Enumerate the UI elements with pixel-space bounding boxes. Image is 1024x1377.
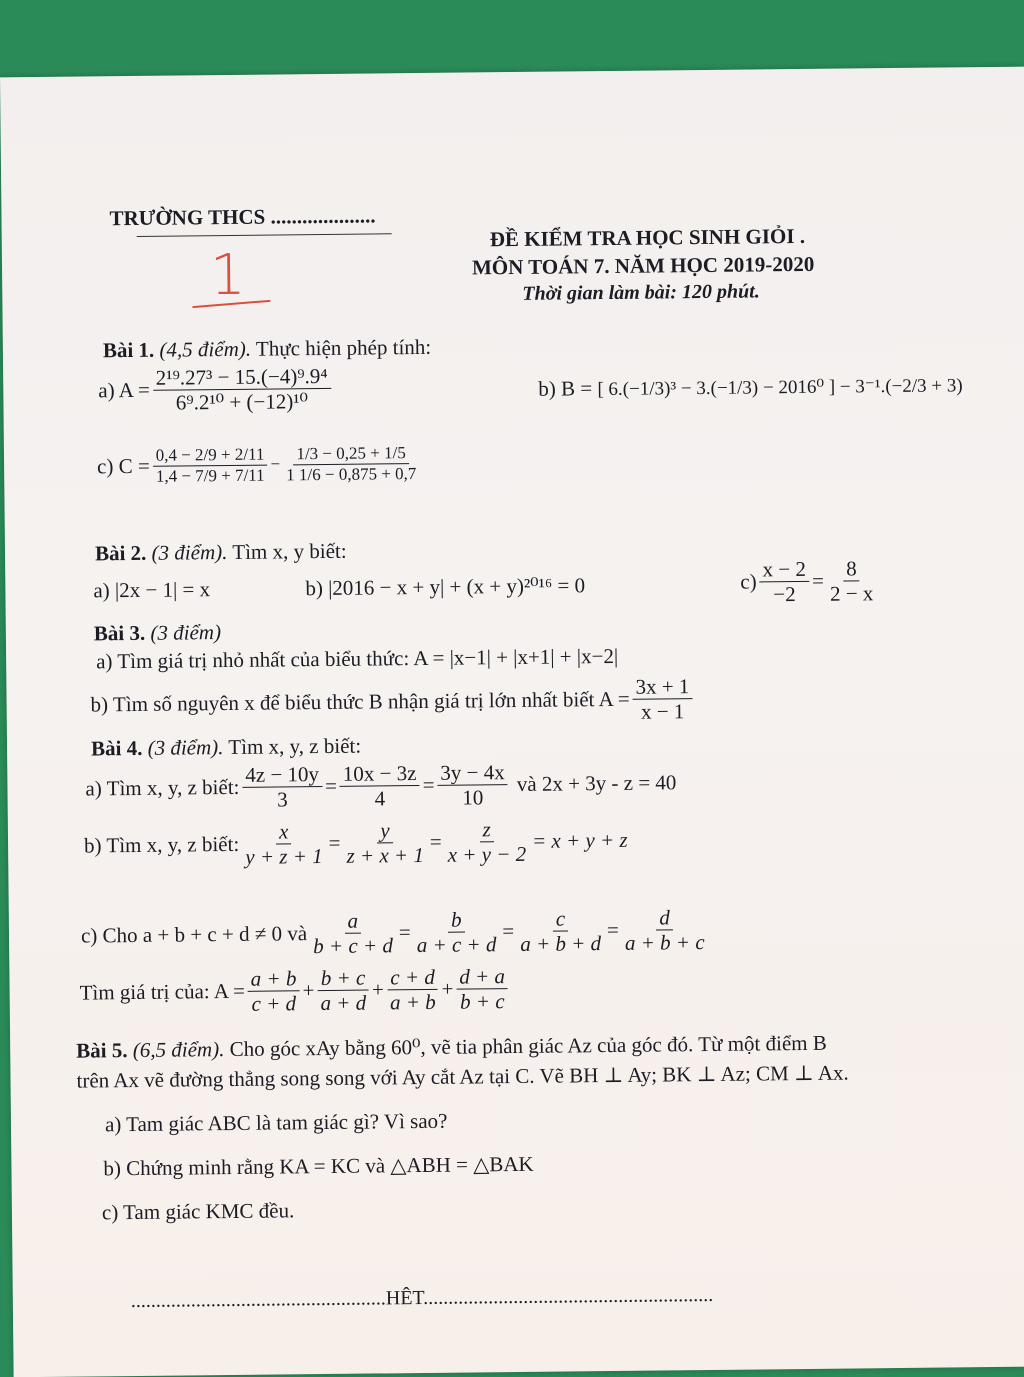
exam-subject: MÔN TOÁN 7. NĂM HỌC 2019-2020 <box>471 251 815 280</box>
bai3-b-denominator: x − 1 <box>640 699 685 724</box>
bai1-c-f1-numerator: 0,4 − 2/9 + 2/11 <box>153 445 268 467</box>
bai4-c-fraction-1 <box>310 908 396 958</box>
bai5-title: Bài 5. <box>76 1038 128 1063</box>
bai4-b-f2-numerator: y <box>377 818 393 843</box>
end-marker: ...................................................HÊT.......................................................... <box>130 1283 714 1313</box>
bai4-c-f1-denominator: b + c + d <box>313 933 394 959</box>
bai2-instruction: Tìm x, y biết: <box>232 538 347 564</box>
bai4-find: Tìm giá trị của: A = $\frac{a + b}{c + d}$ + $\frac{b + c}{a + d}$ + $\frac{c + d}{a + b}$ + $\frac{d + a}{b + c}$ <box>79 964 511 1018</box>
bai4-find-f2-numerator: b + c <box>318 966 369 992</box>
bai5-line1 <box>76 1031 827 1064</box>
bai4-c: c) Cho a + b + c + d ≠ 0 và $\frac{a}{b + c + d}$ = $\frac{b}{a + c + d}$ = $\frac{c}{a + b + d}$ = $\frac{d}{a + b + c}$ <box>81 905 711 961</box>
bai4-b-fraction-1 <box>242 819 326 869</box>
bai1-c-minus: − <box>270 454 281 474</box>
bai4-b-tail: = x + y + z <box>531 827 628 853</box>
bai4-a-fraction-3 <box>437 760 508 810</box>
bai4-c-f2-numerator: b <box>448 908 465 933</box>
bai2-c-equals: = <box>811 568 824 594</box>
bai4-find-fraction-1 <box>248 966 300 1016</box>
bai1-a-label: a) A = <box>98 377 150 403</box>
bai5-line2: trên Ax vẽ đường thẳng song song với Ay cắt Az tại C. Vẽ BH ⊥ Ay; BK ⊥ Az; CM ⊥ Ax. <box>76 1060 849 1093</box>
bai1-c-fraction-1 <box>153 445 268 486</box>
bai4-find-f4-denominator: b + c <box>459 989 505 1014</box>
bai4-c-f2-denominator: a + c + d <box>416 932 497 958</box>
bai4-points: (3 điểm). <box>147 735 224 760</box>
bai2-c-right-numerator: 8 <box>843 556 860 581</box>
bai1-points: (4,5 điểm). <box>159 336 252 362</box>
bai1-a-denominator: 6⁹.2¹⁰ + (−12)¹⁰ <box>175 389 309 415</box>
bai1-instruction: Thực hiện phép tính: <box>255 334 432 361</box>
handwritten-mark: 1 <box>209 242 247 309</box>
bai1-b-expression: [ 6.(−1/3)³ − 3.(−1/3) − 2016⁰ ] − 3⁻¹.(−2/3 + 3) <box>597 375 963 401</box>
bai2-title: Bài 2. <box>94 540 147 566</box>
bai4-b-fraction-2 <box>343 818 427 868</box>
bai4-a-f2-denominator: 4 <box>374 786 386 811</box>
bai5-c: c) Tam giác KMC đều. <box>101 1198 295 1225</box>
bai5-a: a) Tam giác ABC là tam giác gì? Vì sao? <box>104 1108 448 1137</box>
bai4-b-f2-denominator: z + x + 1 <box>346 843 425 868</box>
bai4-c-f1-numerator: a <box>344 909 361 934</box>
school-underline <box>137 233 392 237</box>
bai1-c <box>97 443 423 486</box>
bai3-b <box>90 674 695 730</box>
bai2-heading <box>95 539 347 567</box>
bai1-a-fraction <box>153 364 331 415</box>
bai1-c-f1-denominator: 1,4 − 7/9 + 7/11 <box>155 465 265 486</box>
bai4-c-fraction-2 <box>413 907 499 957</box>
school-name: TRƯỜNG THCS .................... <box>109 203 376 231</box>
bai4-find-text: Tìm giá trị của: A = <box>79 978 245 1005</box>
bai3-b-numerator: 3x + 1 <box>632 674 692 700</box>
bai4-b-text: b) Tìm x, y, z biết: <box>83 832 240 858</box>
bai4-heading <box>91 734 361 762</box>
bai4-find-f1-denominator: c + d <box>251 991 297 1016</box>
bai2-a: a) |2x − 1| = x <box>93 577 211 603</box>
bai4-c-fraction-4 <box>622 905 708 955</box>
bai5-points: (6,5 điểm). <box>132 1037 225 1063</box>
bai4-c-f3-numerator: c <box>553 906 569 931</box>
bai4-a: a) Tìm x, y, z biết: $\frac{4z - 10y}{3}$ = $\frac{10x - 3z}{4}$ = $\frac{3y - 4x}{10}$ và 2x + 3y - z = 40 <box>85 760 677 812</box>
bai1-a <box>98 364 334 416</box>
bai4-find-f4-numerator: d + a <box>456 964 508 990</box>
bai4-c-f4-denominator: a + b + c <box>624 930 705 956</box>
bai1-c-f2-denominator: 1 1/6 − 0,875 + 0,7 <box>286 463 417 484</box>
bai3-a: a) Tìm giá trị nhỏ nhất của biểu thức: A = |x−1| + |x+1| + |x−2| <box>96 643 619 674</box>
bai4-c-f3-denominator: a + b + d <box>520 931 602 957</box>
bai1-c-fraction-2 <box>283 443 420 485</box>
exam-paper <box>0 67 1024 1377</box>
bai4-a-fraction-2 <box>340 761 420 811</box>
bai2-c-label: c) <box>740 569 757 594</box>
exam-title: ĐỀ KIỂM TRA HỌC SINH GIỎI . <box>489 223 806 252</box>
bai2-c-fraction-left <box>759 557 809 607</box>
bai4-a-tail: và 2x + 3y - z = 40 <box>516 770 677 797</box>
bai5-b: b) Chứng minh rằng KA = KC và △ABH = △BAK <box>103 1151 534 1181</box>
bai3-heading <box>94 620 221 646</box>
bai4-find-fraction-2 <box>317 966 369 1016</box>
bai1-b <box>538 372 963 401</box>
bai4-b-f1-numerator: x <box>276 819 292 844</box>
bai4-find-f1-numerator: a + b <box>248 966 300 992</box>
bai1-heading <box>103 335 432 363</box>
exam-time: Thời gian làm bài: 120 phút. <box>522 280 760 305</box>
bai5-line1-text: Cho góc xAy bằng 60⁰, vẽ tia phân giác Az của góc đó. Từ một điểm B <box>229 1030 827 1062</box>
bai1-c-label: c) C = <box>96 453 150 478</box>
bai1-a-numerator: 2¹⁹.27³ − 15.(−4)⁹.9⁴ <box>153 364 331 391</box>
bai4-b-f3-numerator: z <box>479 817 493 842</box>
bai4-b-f3-denominator: x + y − 2 <box>447 842 527 867</box>
bai2-c-right-denominator: 2 − x <box>829 581 874 606</box>
bai4-a-fraction-1 <box>242 762 322 812</box>
bai2-b: b) |2016 − x + y| + (x + y)²⁰¹⁶ = 0 <box>305 573 586 601</box>
bai4-find-fraction-3 <box>387 965 439 1015</box>
bai2-c <box>740 556 879 607</box>
bai4-find-f2-denominator: a + d <box>320 990 367 1016</box>
bai1-title: Bài 1. <box>102 337 155 363</box>
bai3-b-text: b) Tìm số nguyên x để biểu thức B nhận giá trị lớn nhất biết A = <box>90 686 630 717</box>
bai2-points: (3 điểm). <box>151 540 228 565</box>
bai3-b-fraction <box>632 674 692 724</box>
bai2-c-fraction-right <box>827 556 877 606</box>
bai4-c-text: c) Cho a + b + c + d ≠ 0 và <box>80 921 308 948</box>
bai4-instruction: Tìm x, y, z biết: <box>228 733 362 760</box>
bai3-points: (3 điểm) <box>150 620 222 645</box>
bai2-c-left-denominator: −2 <box>773 582 796 607</box>
bai4-b-f1-denominator: y + z + 1 <box>245 844 323 869</box>
bai1-c-f2-numerator: 1/3 − 0,25 + 1/5 <box>293 443 409 465</box>
bai4-a-f1-numerator: 4z − 10y <box>242 762 322 788</box>
bai4-a-text: a) Tìm x, y, z biết: <box>85 775 240 801</box>
bai4-c-f4-numerator: d <box>656 905 673 930</box>
bai4-a-f3-denominator: 10 <box>462 785 484 810</box>
bai4-a-f3-numerator: 3y − 4x <box>437 760 508 786</box>
bai4-b-fraction-3 <box>444 817 529 867</box>
bai4-find-fraction-4 <box>456 964 508 1014</box>
bai4-b: b) Tìm x, y, z biết: $\frac{x}{y + z + 1}$ = $\frac{y}{z + x + 1}$ = $\frac{z}{x + y - 2}$ = x + y + z <box>83 817 628 869</box>
bai4-a-f1-denominator: 3 <box>277 787 288 812</box>
bai4-find-f3-numerator: c + d <box>387 965 438 991</box>
bai4-a-f2-numerator: 10x − 3z <box>340 761 420 787</box>
bai4-title: Bài 4. <box>90 735 143 761</box>
bai4-find-f3-denominator: a + b <box>389 989 436 1015</box>
bai4-c-fraction-3 <box>517 906 604 956</box>
bai3-title: Bài 3. <box>93 620 146 646</box>
bai1-b-label: b) B = <box>538 376 593 401</box>
bai2-c-left-numerator: x − 2 <box>759 557 809 583</box>
